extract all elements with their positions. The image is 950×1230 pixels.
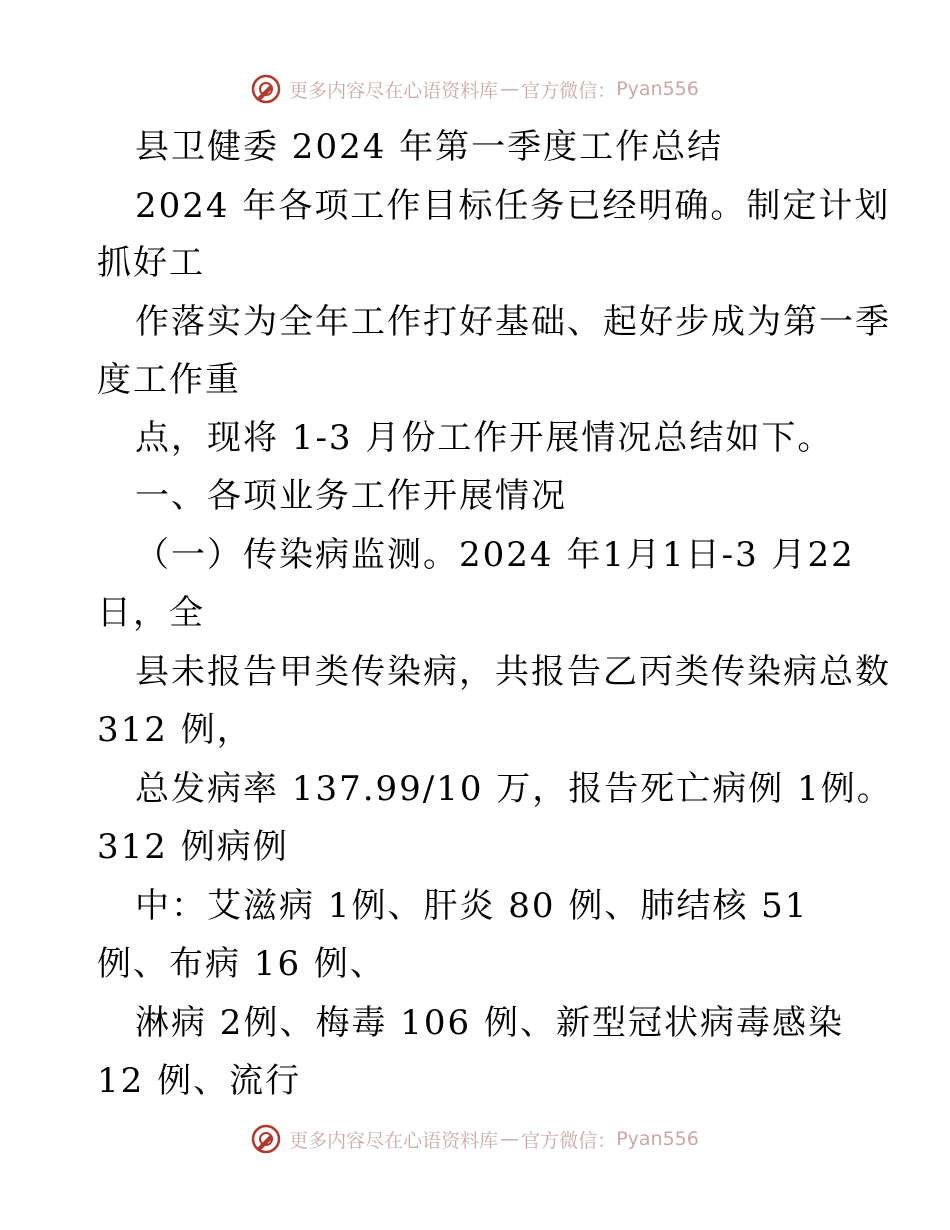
document-title: 县卫健委 2024 年第一季度工作总结: [135, 127, 724, 167]
footer-watermark: [0, 1122, 950, 1156]
document-line: 日，全: [97, 593, 205, 633]
document-line: 312 例病例: [97, 827, 289, 867]
pen-logo-icon: [251, 74, 281, 104]
document-line: 作落实为全年工作打好基础、起好步成为第一季: [135, 302, 891, 342]
watermark-wechat-id: Pyan556: [616, 78, 699, 100]
document-line: 312 例，: [97, 710, 253, 750]
watermark-separator: —: [500, 78, 520, 100]
watermark-separator: —: [500, 1128, 520, 1150]
document-line: 12 例、流行: [97, 1061, 302, 1101]
document-line: 抓好工: [97, 243, 205, 283]
document-line: 2024 年各项工作目标任务已经明确。制定计划: [135, 186, 891, 226]
subsection-heading: （一）传染病监测。2024 年1月1日-3 月22: [135, 535, 855, 575]
document-line: 度工作重: [97, 360, 241, 400]
watermark-site-text: 更多内容尽在心语资料库: [289, 1129, 499, 1152]
section-heading: 一、各项业务工作开展情况: [135, 476, 567, 516]
watermark-wechat-label: 官方微信：: [521, 79, 617, 102]
document-line: 淋病 2例、梅毒 106 例、新型冠状病毒感染: [135, 1003, 844, 1043]
document-line: 中：艾滋病 1例、肝炎 80 例、肺结核 51: [135, 886, 809, 926]
watermark-wechat-id: Pyan556: [616, 1128, 699, 1150]
watermark-wechat-label: 官方微信：: [521, 1129, 617, 1152]
pen-logo-icon: [251, 1124, 281, 1154]
header-watermark: [0, 72, 950, 106]
document-line: 点，现将 1-3 月份工作开展情况总结如下。: [135, 418, 834, 458]
document-line: 县未报告甲类传染病，共报告乙丙类传染病总数: [135, 652, 891, 692]
document-line: 总发病率 137.99/10 万，报告死亡病例 1例。: [135, 769, 893, 809]
watermark-site-text: 更多内容尽在心语资料库: [289, 79, 499, 102]
document-line: 例、布病 16 例、: [97, 944, 386, 984]
